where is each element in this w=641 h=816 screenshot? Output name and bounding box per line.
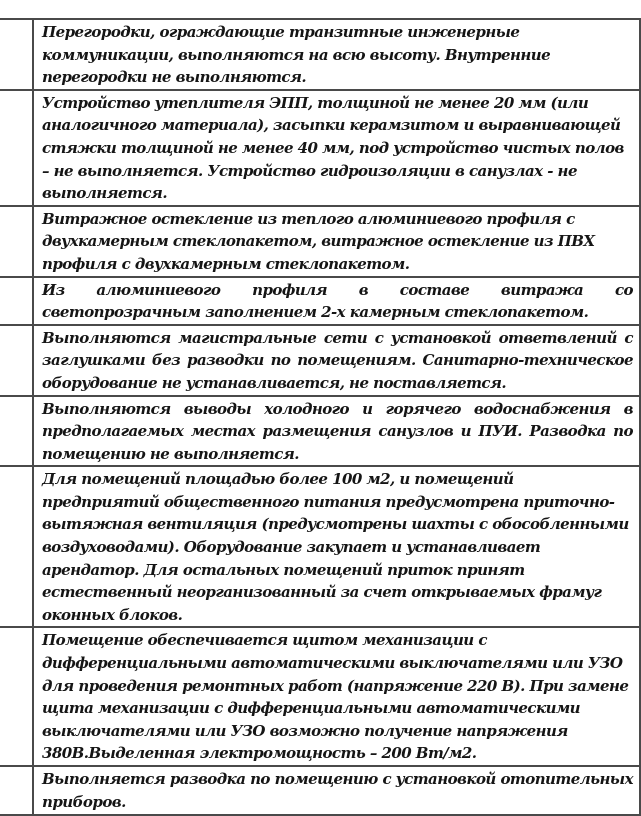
number-cell	[0, 627, 33, 766]
sewerage-text: Выполняются магистральные сети с установкой ответвлений с заглушками без разводки по помещениям. Санитарно-техническое оборудование не устанавливается, не поставляется.	[42, 328, 633, 392]
aluminum-profile-text: Из алюминиевого профиля в составе витража со светопрозрачным заполнением 2-х камерным стеклопакетом.	[42, 280, 633, 322]
description-cell	[33, 19, 640, 90]
table-row	[0, 766, 640, 815]
floor-insulation-text: Устройство утеплителя ЭПП, толщиной не менее 20 мм (или аналогичного материала), засыпки керамзитом и выравнивающей стяжки толщиной не менее 40 мм, под устройство чистых полов – не выполняется. Устройство гидроизоляции в санузлах - не выполняется.	[42, 93, 624, 203]
specification-table	[0, 18, 641, 816]
water-supply-text: Выполняются выводы холодного и горячего водоснабжения в предполагаемых местах размещения санузлов и ПУИ. Разводка по помещению не выполняется.	[42, 399, 633, 463]
description-cell	[33, 396, 640, 467]
table-row	[0, 277, 640, 325]
description-cell	[33, 277, 640, 325]
number-cell	[0, 325, 33, 396]
number-cell	[0, 90, 33, 206]
description-cell	[33, 325, 640, 396]
glazing-text: Витражное остекление из теплого алюминиевого профиля с двухкамерным стеклопакетом, витражное остекление из ПВХ профиля с двухкамерным стеклопакетом.	[42, 209, 595, 273]
table-row	[0, 466, 640, 627]
table-body	[0, 19, 640, 815]
table-row	[0, 206, 640, 277]
electrical-text: Помещение обеспечивается щитом механизации с дифференциальными автоматическими выключателями или УЗО для проведения ремонтных работ (напряжение 220 В). При замене щита механизации с дифференциальными автоматическими выключателями или УЗО возможно получение напряжения 380В.Выделенная электромощность – 200 Вт/м2.	[42, 631, 629, 763]
description-cell	[33, 627, 640, 766]
partitions-text: Перегородки, ограждающие транзитные инженерные коммуникации, выполняются на всю высоту. Внутренние перегородки не выполняются.	[42, 23, 551, 87]
table-row	[0, 90, 640, 206]
number-cell	[0, 396, 33, 467]
number-cell	[0, 466, 33, 627]
description-cell	[33, 466, 640, 627]
description-cell	[33, 766, 640, 815]
heating-text: Выполняется разводка по помещению с установкой отопительных приборов.	[42, 770, 633, 811]
table-row	[0, 19, 640, 90]
description-cell	[33, 90, 640, 206]
description-cell	[33, 206, 640, 277]
table-row	[0, 325, 640, 396]
table-row	[0, 627, 640, 766]
table-row	[0, 396, 640, 467]
number-cell	[0, 19, 33, 90]
ventilation-text: Для помещений площадью более 100 м2, и помещений предприятий общественного питания предусмотрена приточно-вытяжная вентиляция (предусмотрены шахты с обособленными воздуховодами). Оборудование закупает и устанавливает арендатор. Для остальных помещений приток принят естественный неорганизованный за счет открываемых фрамуг оконных блоков.	[42, 470, 629, 624]
number-cell	[0, 277, 33, 325]
number-cell	[0, 766, 33, 815]
number-cell	[0, 206, 33, 277]
